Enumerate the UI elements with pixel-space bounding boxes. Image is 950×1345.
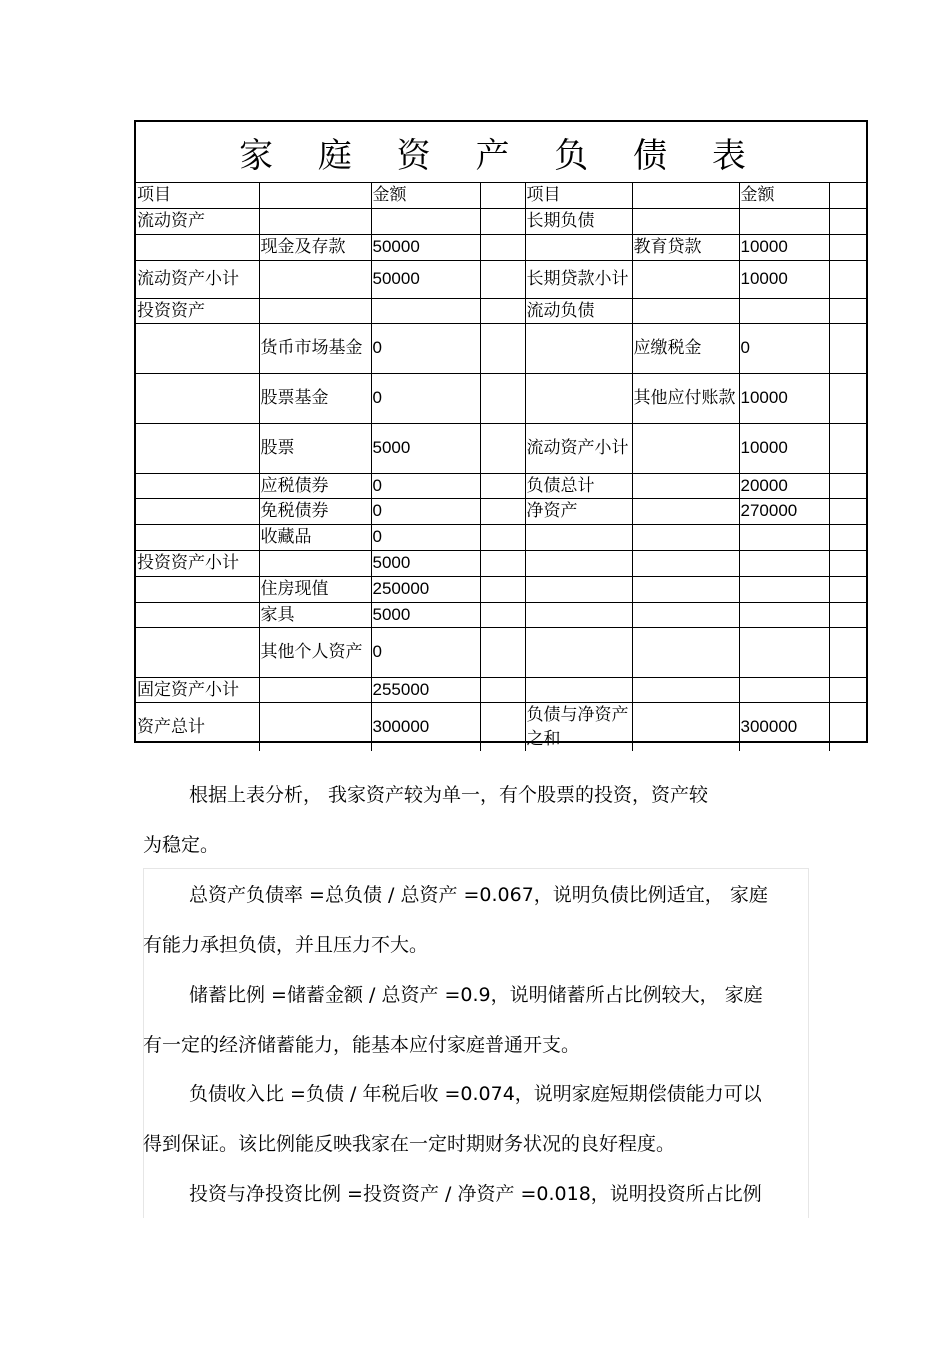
table-cell: 250000 [371,576,480,602]
table-cell: 股票 [259,423,371,473]
table-cell [525,576,632,602]
table-row [136,423,866,473]
table-cell [525,627,632,677]
table-cell: 50000 [371,234,480,260]
analysis-line: 根据上表分析， 我家资产较为单一，有个股票的投资，资产较 [189,784,709,806]
table-cell [829,260,866,298]
table-cell [480,576,525,602]
table-cell [136,627,259,677]
analysis-line: 得到保证。该比例能反映我家在一定时期财务状况的良好程度。 [143,1133,676,1155]
table-cell [632,423,739,473]
table-cell: 股票基金 [259,373,371,423]
table-cell [829,373,866,423]
table-cell: 270000 [739,498,829,524]
table-cell [739,208,829,234]
table-cell: 300000 [371,702,480,751]
table-cell [480,323,525,373]
table-cell: 50000 [371,260,480,298]
table-cell [371,208,480,234]
table-cell [480,627,525,677]
table-cell: 流动资产 [136,208,259,234]
table-cell [829,498,866,524]
table-cell [480,260,525,298]
table-cell [829,208,866,234]
table-cell [480,182,525,208]
table-row [136,550,866,576]
table-cell: 现金及存款 [259,234,371,260]
table-cell [829,234,866,260]
table-cell [632,677,739,702]
table-cell [739,576,829,602]
table-cell: 项目 [136,182,259,208]
table-cell: 0 [371,524,480,550]
table-cell: 教育贷款 [632,234,739,260]
table-cell [829,550,866,576]
table-cell [632,602,739,627]
table-cell [739,627,829,677]
analysis-line: 储蓄比例 =储蓄金额 / 总资产 =0.9，说明储蓄所占比例较大， 家庭 [189,984,763,1006]
table-cell [632,298,739,323]
table-cell [525,323,632,373]
table-cell [136,498,259,524]
table-cell [829,182,866,208]
table-cell [829,524,866,550]
table-cell [371,298,480,323]
table-cell [525,550,632,576]
table-cell: 负债总计 [525,473,632,498]
table-cell [136,423,259,473]
table-row [136,677,866,702]
table-cell [525,373,632,423]
table-cell: 0 [371,373,480,423]
table-cell: 固定资产小计 [136,677,259,702]
table-cell [739,524,829,550]
table-cell [136,473,259,498]
table-cell [259,208,371,234]
savings-ratio-paragraph-cont [143,1032,807,1058]
table-cell [136,524,259,550]
investment-ratio-paragraph [143,1181,853,1207]
table-cell: 5000 [371,550,480,576]
debt-ratio-paragraph [143,882,853,908]
table-row [136,234,866,260]
table-row [136,702,866,751]
table-row [136,208,866,234]
balance-sheet-table [134,120,868,749]
table-cell [259,182,371,208]
table-row [136,576,866,602]
table-cell: 10000 [739,234,829,260]
table-cell [136,234,259,260]
table-cell: 10000 [739,373,829,423]
analysis-line: 为稳定。 [143,834,220,856]
table-cell [525,602,632,627]
table-cell [829,702,866,751]
table-cell [632,702,739,751]
table-row [136,524,866,550]
table-cell [829,627,866,677]
savings-ratio-paragraph [143,982,853,1008]
table-cell [259,298,371,323]
table-cell: 流动负债 [525,298,632,323]
table-cell [632,260,739,298]
table-cell [632,550,739,576]
table-cell [525,524,632,550]
analysis-line: 投资与净投资比例 =投资资产 / 净资产 =0.018，说明投资所占比例 [189,1183,762,1205]
table-cell: 长期负债 [525,208,632,234]
table-cell: 10000 [739,260,829,298]
table-cell [739,677,829,702]
table-cell: 20000 [739,473,829,498]
table-cell [829,602,866,627]
table-row [136,323,866,373]
table-cell [632,473,739,498]
table-cell [829,677,866,702]
table-cell [525,677,632,702]
table-cell [739,550,829,576]
table-cell: 项目 [525,182,632,208]
table-cell: 免税债券 [259,498,371,524]
table-row [136,182,866,208]
table-row [136,602,866,627]
analysis-line: 总资产负债率 =总负债 / 总资产 =0.067，说明负债比例适宜， 家庭 [189,884,768,906]
table-cell: 10000 [739,423,829,473]
table-cell: 5000 [371,602,480,627]
table-cell [480,498,525,524]
table-cell [480,677,525,702]
table-cell: 货币市场基金 [259,323,371,373]
table-row [136,627,866,677]
table-cell [829,423,866,473]
table-cell [632,524,739,550]
table-cell: 金额 [371,182,480,208]
table-row [136,373,866,423]
table-cell [480,524,525,550]
table-cell [632,576,739,602]
table-cell: 0 [371,473,480,498]
table-cell: 投资资产 [136,298,259,323]
table-cell: 净资产 [525,498,632,524]
table-row [136,473,866,498]
table-cell: 0 [371,627,480,677]
table-cell: 其他个人资产 [259,627,371,677]
table-cell [259,702,371,751]
table-cell [136,602,259,627]
table-cell [136,373,259,423]
table-cell [480,298,525,323]
table-cell: 收藏品 [259,524,371,550]
table-cell [480,234,525,260]
debt-income-paragraph-cont [143,1131,807,1157]
analysis-paragraph-1 [143,782,853,808]
table-cell [480,208,525,234]
table-cell [136,576,259,602]
table-title: 家 庭 资 产 负 债 表 [136,122,866,183]
table-cell [480,423,525,473]
table-cell [829,323,866,373]
table-row [136,498,866,524]
table-cell [136,323,259,373]
table-cell: 家具 [259,602,371,627]
table-cell: 应缴税金 [632,323,739,373]
table-cell [739,298,829,323]
table-cell [480,702,525,751]
table-cell [829,473,866,498]
table-cell [259,550,371,576]
table-cell [480,473,525,498]
table-cell: 长期贷款小计 [525,260,632,298]
table-cell: 0 [371,323,480,373]
table-cell: 住房现值 [259,576,371,602]
table-cell [259,677,371,702]
table-cell [829,298,866,323]
table-cell: 金额 [739,182,829,208]
debt-income-paragraph [143,1081,853,1107]
table-cell: 资产总计 [136,702,259,751]
table-cell: 其他应付账款 [632,373,739,423]
table-row [136,298,866,323]
table-cell: 0 [739,323,829,373]
table-cell: 5000 [371,423,480,473]
table-cell: 投资资产小计 [136,550,259,576]
analysis-paragraph-1-cont [143,832,807,858]
balance-sheet-grid [136,182,866,751]
table-cell: 应税债券 [259,473,371,498]
debt-ratio-paragraph-cont [143,932,807,958]
table-cell [739,602,829,627]
analysis-line: 有一定的经济储蓄能力，能基本应付家庭普通开支。 [143,1034,581,1056]
analysis-line: 有能力承担负债，并且压力不大。 [143,934,429,956]
table-cell: 300000 [739,702,829,751]
table-cell [632,627,739,677]
table-cell [632,182,739,208]
table-cell [480,550,525,576]
table-cell: 0 [371,498,480,524]
table-cell: 流动资产小计 [525,423,632,473]
table-cell: 流动资产小计 [136,260,259,298]
table-cell [632,208,739,234]
table-cell [829,576,866,602]
table-cell [480,373,525,423]
table-row [136,260,866,298]
table-cell [259,260,371,298]
analysis-line: 负债收入比 =负债 / 年税后收 =0.074，说明家庭短期偿债能力可以 [189,1083,762,1105]
table-cell: 负债与净资产之和 [525,702,632,751]
table-cell [525,234,632,260]
table-cell [480,602,525,627]
table-cell: 255000 [371,677,480,702]
table-cell [632,498,739,524]
